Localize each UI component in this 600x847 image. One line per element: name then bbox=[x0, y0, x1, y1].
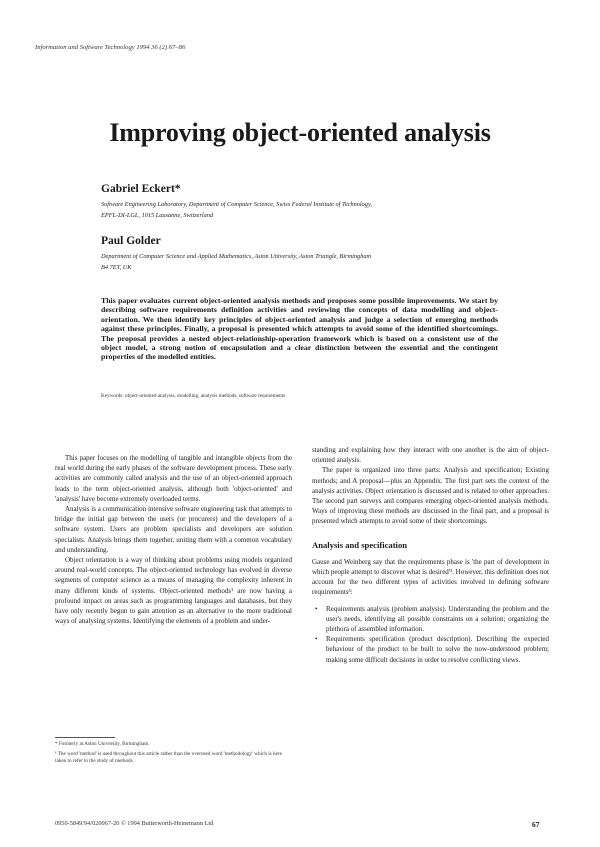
abstract: This paper evaluates current object-oriented analysis methods and proposes some possible improvements. We start by describing software requirements definition activities and reviewing the concepts of data modelling and object-orientation. We then identify key principles of object-oriented analysis and judge a selection of emerging methods against these principles. Finally, a proposal is presented which attempts to avoid some of the identified shortcomings. The proposal provides a nested object-relationship-operation framework which is based on a consistent use of the object model, a strong notion of encapsulation and a clear distinction between the essential and the contingent properties of the modelled entities. bbox=[101, 296, 498, 362]
footnote: * Formerly at Aston University, Birmingham. bbox=[55, 741, 150, 747]
list-item bbox=[312, 634, 549, 665]
copyright-line: 0950-5849/94/020067-20 © 1994 Butterworth-Heinemann Ltd bbox=[55, 820, 214, 827]
section-heading: Analysis and specification bbox=[312, 539, 408, 550]
footnote-divider bbox=[55, 737, 115, 738]
list-item bbox=[312, 604, 549, 635]
page-number: 67 bbox=[532, 820, 540, 829]
affiliation-line: Software Engineering Laboratory, Department of Computer Science, Swiss Federal Institute of Technology, bbox=[101, 201, 372, 208]
body-column-right bbox=[312, 445, 549, 665]
footnotes bbox=[55, 741, 292, 769]
affiliation-line: B4 7ET, UK bbox=[101, 264, 132, 271]
paragraph: The paper is organized into three parts: Analysis and specification; Existing methods; and A proposal—plus an Appendix. The first part sets the context of the analysis activities. Object orientation is discussed and is related to other approaches. The second part surveys and compares emerging object-oriented analysis methods. Ways of improving these methods are discussed in the final part, and a proposal is presented which attempts to avoid some of their shortcomings. bbox=[312, 466, 549, 526]
bullet-list bbox=[312, 604, 549, 665]
journal-citation: Information and Software Technology 1994 36 (2) 67–86 bbox=[35, 44, 186, 51]
body-column-left bbox=[55, 453, 292, 626]
list-item-text: Requirements specification (product description). Describing the expected behaviour of the product to be built to solve the now-understood problem; making some difficult decisions in order to resolve conflicting views. bbox=[326, 635, 549, 664]
paragraph: standing and explaining how they interact with one another is the aim of object-oriented analysis. bbox=[312, 446, 549, 465]
footnote: ¹ The word 'method' is used throughout this article rather than the overused word 'methodology' which is here taken to refer to the study of methods. bbox=[55, 751, 282, 765]
paper-title: Improving object-oriented analysis bbox=[109, 118, 491, 147]
paragraph: Object orientation is a way of thinking about problems using models organized around real-world concepts. The object-oriented technology has evolved in diverse segments of computer science as a means of managing the complexity inherent in many different kinds of systems. Object-oriented methods¹ are now having a profound impact on areas such as programming languages and databases, but they have only recently begun to gain attention as an alternative to the more traditional ways of analysing systems. Identifying the elements of a problem and under- bbox=[55, 556, 292, 626]
paragraph: Gause and Weinberg say that the requirements phase is 'the part of development in which people attempt to discover what is desired'². However, this definition does not account for the two different types of activities involved in defining software requirements³: bbox=[312, 557, 549, 597]
list-item-text: Requirements analysis (problem analysis). Understanding the problem and the user's needs, identifying all possible constraints on a solution; organizing the plethora of assembled information. bbox=[326, 604, 549, 634]
keywords: Keywords: object-oriented analysis, modelling, analysis methods, software requirements bbox=[101, 393, 286, 399]
author-affiliation bbox=[101, 199, 506, 221]
author-affiliation bbox=[101, 251, 511, 273]
author-name: Gabriel Eckert* bbox=[101, 183, 181, 195]
paragraph: Analysis is a communication intensive software engineering task that attempts to bridge the initial gap between the users (or procurers) and the developers of a software system. Users are problem specialists and developers are solution specialists. Analysis brings them together, uniting them with a common vocabulary and understanding. bbox=[55, 505, 292, 554]
affiliation-line: EPFL-DI-LGL, 1015 Lausanne, Switzerland bbox=[101, 212, 214, 219]
affiliation-line: Department of Computer Science and Applied Mathematics, Aston University, Aston Triangle, Birmingham bbox=[101, 253, 372, 260]
bullet-icon: • bbox=[315, 604, 318, 613]
author-name: Paul Golder bbox=[101, 235, 161, 247]
bullet-icon: • bbox=[315, 635, 318, 644]
paragraph: This paper focuses on the modelling of tangible and intangible objects from the real world during the early phases of the software development process. These early activities are commonly called analysis and the use of an object-oriented approach leads to the term object-oriented analysis, although both 'object-oriented' and 'analysis' have become extremely overloaded terms. bbox=[55, 454, 292, 503]
